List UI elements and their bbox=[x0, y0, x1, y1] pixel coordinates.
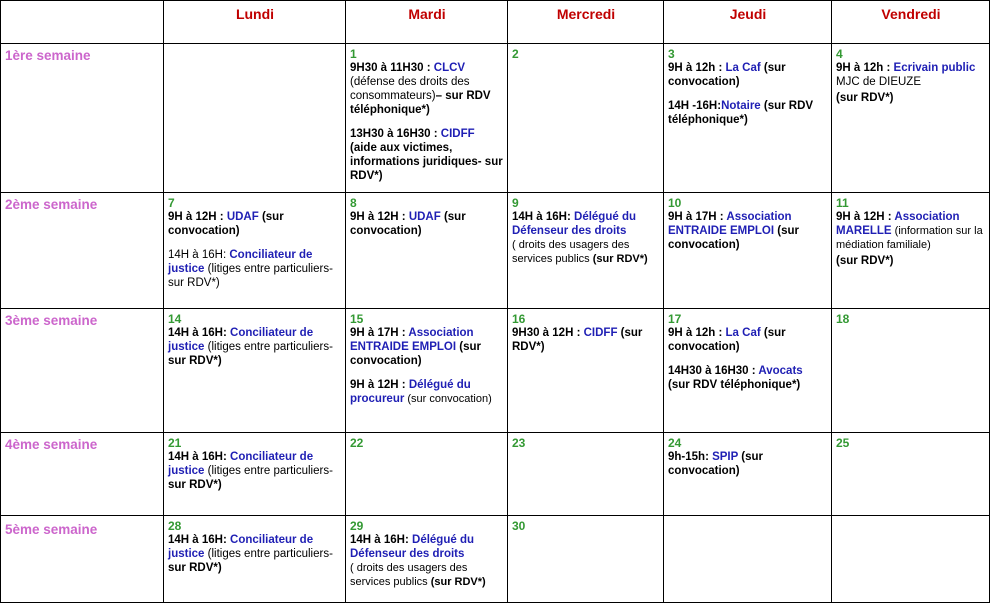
day-number: 23 bbox=[512, 436, 526, 450]
day-number: 17 bbox=[668, 312, 682, 326]
day-number: 8 bbox=[350, 196, 357, 210]
event-entry bbox=[668, 326, 828, 354]
event-description: (litiges entre particuliers- bbox=[204, 548, 333, 560]
day-header-monday: Lundi bbox=[164, 1, 346, 44]
event-entry bbox=[168, 210, 342, 238]
day-cell bbox=[664, 433, 832, 516]
event-rdv: sur RDV*) bbox=[168, 562, 222, 574]
event-time: 9H à 12h : bbox=[668, 327, 726, 339]
day-number: 24 bbox=[668, 436, 682, 450]
event-entry bbox=[836, 210, 986, 252]
event-time: 9H à 12H : bbox=[836, 211, 895, 223]
event-name: La Caf bbox=[725, 62, 761, 74]
event-entry bbox=[836, 61, 986, 75]
event-name: Conciliateur de justice bbox=[168, 451, 314, 477]
event-time: 9H à 17H : bbox=[668, 211, 727, 223]
day-header-thursday: Jeudi bbox=[664, 1, 832, 44]
day-header-friday: Vendredi bbox=[832, 1, 990, 44]
event-entry bbox=[350, 378, 504, 406]
event-name: Conciliateur de justice bbox=[168, 327, 314, 353]
day-cell bbox=[346, 44, 508, 193]
day-cell bbox=[508, 44, 664, 193]
event-entry bbox=[350, 533, 504, 561]
day-cell bbox=[664, 193, 832, 309]
event-rdv: (sur RDV*) bbox=[592, 253, 648, 265]
event-name: UDAF bbox=[408, 211, 441, 223]
event-time: 14H -16H: bbox=[668, 100, 722, 112]
event-time: 9H à 12H : bbox=[350, 379, 409, 391]
event-name: Association MARELLE bbox=[836, 211, 960, 237]
event-time: 14H30 à 16H30 : bbox=[668, 365, 759, 377]
event-description: (litiges entre particuliers- bbox=[204, 341, 333, 353]
day-cell bbox=[346, 516, 508, 603]
day-number: 4 bbox=[836, 47, 843, 61]
corner-cell bbox=[1, 1, 164, 44]
event-condition: (sur RDV téléphonique*) bbox=[668, 100, 814, 126]
event-time: 9H30 à 11H30 : bbox=[350, 62, 434, 74]
week-label: 3ème semaine bbox=[1, 309, 164, 433]
event-description: (défense des droits des consommateurs) bbox=[350, 76, 470, 102]
event-description: (litiges entre particuliers- bbox=[204, 465, 333, 477]
event-description: (litiges entre particuliers- sur RDV*) bbox=[168, 263, 333, 289]
day-cell-empty bbox=[664, 516, 832, 603]
event-rdv: sur RDV*) bbox=[168, 479, 222, 491]
event-time: 14H à 16H: bbox=[168, 534, 231, 546]
event-condition: (sur RDV téléphonique*) bbox=[668, 379, 801, 391]
event-entry bbox=[512, 326, 660, 354]
event-rdv: (sur RDV*) bbox=[836, 255, 894, 267]
event-description-text: ( droits des usagers des services publics bbox=[512, 239, 630, 265]
event-condition: (sur convocation) bbox=[350, 211, 466, 237]
week-label: 1ère semaine bbox=[1, 44, 164, 193]
week-row-1 bbox=[1, 44, 990, 193]
day-number: 1 bbox=[350, 47, 357, 61]
event-rdv: sur RDV*) bbox=[168, 355, 222, 367]
event-condition: (sur RDV*) bbox=[512, 327, 643, 353]
day-cell bbox=[164, 516, 346, 603]
week-label: 5ème semaine bbox=[1, 516, 164, 603]
day-number: 2 bbox=[512, 47, 519, 61]
event-name: Association ENTRAIDE EMPLOI bbox=[668, 211, 792, 237]
day-cell bbox=[832, 433, 990, 516]
event-name: La Caf bbox=[725, 327, 761, 339]
event-rdv: (sur RDV*) bbox=[836, 92, 894, 104]
event-time: 14H à 16H: bbox=[168, 327, 231, 339]
day-cell bbox=[508, 433, 664, 516]
event-entry bbox=[350, 127, 504, 183]
event-time: 9H à 17H : bbox=[350, 327, 409, 339]
event-name: Ecrivain public bbox=[893, 62, 976, 74]
event-name: CIDFF bbox=[440, 128, 475, 140]
event-time: 9h-15h: bbox=[668, 451, 713, 463]
event-entry bbox=[168, 450, 342, 492]
event-entry bbox=[168, 248, 342, 290]
event-name: Délégué du Défenseur des droits bbox=[350, 534, 474, 560]
event-name: CLCV bbox=[433, 62, 466, 74]
day-number: 22 bbox=[350, 436, 364, 450]
event-time: 14H à 16H: bbox=[350, 534, 413, 546]
event-description: (information sur la médiation familiale) bbox=[836, 225, 983, 251]
event-time: 13H30 à 16H30 : bbox=[350, 128, 441, 140]
week-row-4 bbox=[1, 433, 990, 516]
event-place: MJC de DIEUZE bbox=[836, 76, 921, 88]
event-condition: (sur convocation) bbox=[350, 341, 481, 367]
event-name: SPIP bbox=[712, 451, 739, 463]
day-cell bbox=[346, 433, 508, 516]
day-number: 11 bbox=[836, 196, 849, 210]
day-cell bbox=[832, 44, 990, 193]
day-number: 30 bbox=[512, 519, 526, 533]
day-cell bbox=[508, 516, 664, 603]
week-label: 4ème semaine bbox=[1, 433, 164, 516]
day-cell bbox=[164, 309, 346, 433]
event-description-text: ( droits des usagers des services publics bbox=[350, 562, 468, 588]
event-entry bbox=[512, 210, 660, 238]
day-number: 25 bbox=[836, 436, 850, 450]
event-entry bbox=[668, 210, 828, 252]
day-cell-empty bbox=[164, 44, 346, 193]
event-entry bbox=[168, 533, 342, 575]
event-name: Conciliateur de justice bbox=[168, 249, 313, 275]
event-name: Délégué du Défenseur des droits bbox=[512, 211, 636, 237]
day-header-wednesday: Mercredi bbox=[508, 1, 664, 44]
day-cell bbox=[664, 44, 832, 193]
event-condition: (sur convocation) bbox=[668, 327, 786, 353]
event-time: 14H à 16H: bbox=[168, 451, 231, 463]
event-name: Association ENTRAIDE EMPLOI bbox=[350, 327, 474, 353]
day-cell bbox=[346, 193, 508, 309]
day-number: 3 bbox=[668, 47, 675, 61]
day-cell bbox=[164, 433, 346, 516]
day-number: 21 bbox=[168, 436, 182, 450]
event-entry bbox=[668, 364, 828, 392]
day-number: 10 bbox=[668, 196, 682, 210]
event-entry bbox=[668, 99, 828, 127]
event-rdv: (sur RDV*) bbox=[430, 576, 486, 588]
event-time: 9H à 12H : bbox=[350, 211, 409, 223]
event-time: 14H à 16H: bbox=[512, 211, 575, 223]
event-entry bbox=[668, 61, 828, 89]
week-row-5 bbox=[1, 516, 990, 603]
header-row bbox=[1, 1, 990, 44]
day-cell-empty bbox=[832, 516, 990, 603]
event-name: Délégué du procureur bbox=[350, 379, 471, 405]
day-number: 28 bbox=[168, 519, 182, 533]
day-number: 29 bbox=[350, 519, 364, 533]
event-description: (sur convocation) bbox=[404, 393, 492, 405]
day-number: 14 bbox=[168, 312, 182, 326]
event-time: 9H30 à 12H : bbox=[512, 327, 584, 339]
event-description: (aide aux victimes, informations juridiques- sur RDV*) bbox=[350, 142, 503, 182]
day-header-tuesday: Mardi bbox=[346, 1, 508, 44]
event-name: UDAF bbox=[226, 211, 259, 223]
event-description bbox=[512, 238, 660, 266]
week-label: 2ème semaine bbox=[1, 193, 164, 309]
event-condition: (sur convocation) bbox=[668, 225, 799, 251]
day-cell bbox=[832, 193, 990, 309]
week-row-3 bbox=[1, 309, 990, 433]
event-entry bbox=[350, 61, 504, 117]
event-condition: (sur convocation) bbox=[168, 211, 284, 237]
event-rdv: – sur RDV téléphonique*) bbox=[350, 90, 491, 116]
event-entry bbox=[168, 326, 342, 368]
day-cell bbox=[164, 193, 346, 309]
day-cell bbox=[508, 309, 664, 433]
day-cell bbox=[508, 193, 664, 309]
event-name: CIDFF bbox=[583, 327, 618, 339]
week-row-2 bbox=[1, 193, 990, 309]
event-time: 9H à 12H : bbox=[168, 211, 227, 223]
event-time: 14H à 16H: bbox=[168, 249, 230, 261]
event-description bbox=[350, 561, 504, 589]
day-number: 18 bbox=[836, 312, 850, 326]
event-time: 9H à 12h : bbox=[836, 62, 894, 74]
event-entry bbox=[350, 326, 504, 368]
day-cell bbox=[664, 309, 832, 433]
event-name: Avocats bbox=[758, 365, 803, 377]
day-number: 7 bbox=[168, 196, 175, 210]
day-number: 9 bbox=[512, 196, 519, 210]
day-cell bbox=[346, 309, 508, 433]
event-entry bbox=[350, 210, 504, 238]
event-time: 9H à 12h : bbox=[668, 62, 726, 74]
event-name: Notaire bbox=[721, 100, 761, 112]
event-condition: (sur convocation) bbox=[668, 62, 786, 88]
day-cell bbox=[832, 309, 990, 433]
event-entry bbox=[668, 450, 828, 478]
day-number: 15 bbox=[350, 312, 364, 326]
event-condition: (sur convocation) bbox=[668, 451, 764, 477]
event-name: Conciliateur de justice bbox=[168, 534, 314, 560]
day-number: 16 bbox=[512, 312, 526, 326]
